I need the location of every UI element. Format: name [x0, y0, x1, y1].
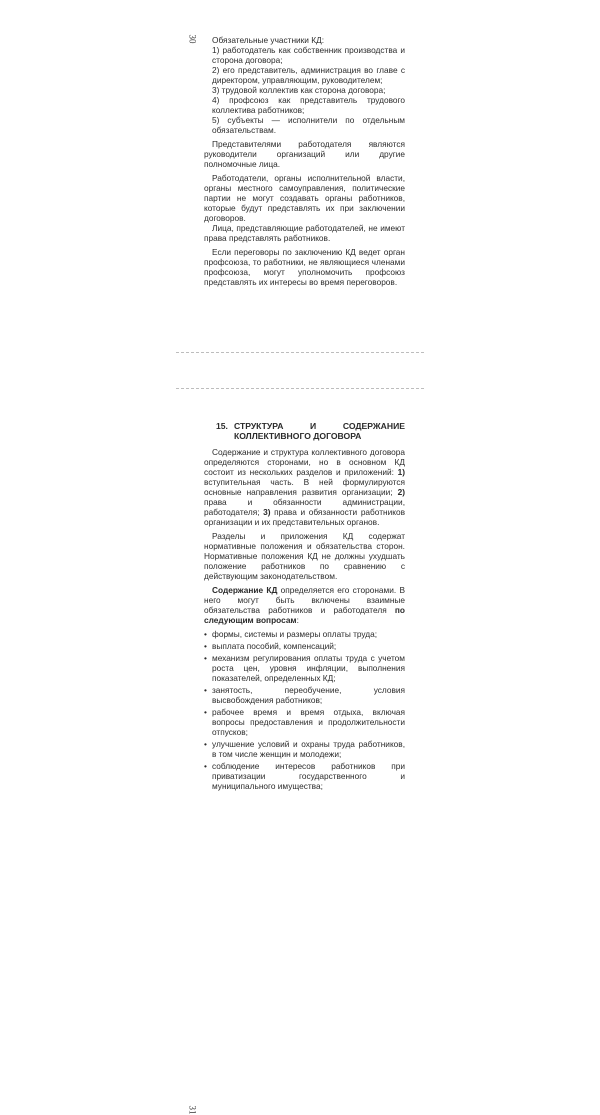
paragraph: Если переговоры по заключению КД ведет орган профсоюза, то работники, не являющиеся членами профсоюза, могут уполномочить профсоюз представлять их интересы во время переговоров.	[204, 247, 405, 287]
list-item: 2) его представитель, администрация во главе с директором, управляющим, руководителем;	[212, 65, 405, 85]
list-item: • механизм регулирования оплаты труда с учетом роста цен, уровня инфляции, выполнения показателей, определенных КД;	[204, 653, 405, 683]
section-number: 15.	[216, 421, 228, 431]
list-item: 1) работодатель как собственник производства и сторона договора;	[212, 45, 405, 65]
list-item: • формы, системы и размеры оплаты труда;	[204, 629, 405, 639]
section-title: СТРУКТУРА И СОДЕРЖАНИЕ КОЛЛЕКТИВНОГО ДОГОВОРА	[233, 421, 405, 441]
page-divider	[176, 352, 424, 353]
list-item: • выплата пособий, компенсаций;	[204, 641, 405, 651]
paragraph: Лица, представляющие работодателей, не имеют права представлять работников.	[204, 223, 405, 243]
list-item: • улучшение условий и охраны труда работников, в том числе женщин и молодежи;	[204, 739, 405, 759]
list-item: • занятость, переобучение, условия высвобождения работников;	[204, 685, 405, 705]
page-divider	[176, 388, 424, 389]
list-item: 4) профсоюз как представитель трудового коллектива работников;	[212, 95, 405, 115]
list-item: 5) субъекты — исполнители по отдельным обязательствам.	[212, 115, 405, 135]
page-number: 31	[187, 1105, 198, 1115]
paragraph: Содержание КД определяется его сторонами. В него могут быть включены взаимные обязательства работников и работодателя по следующим вопросам:	[204, 585, 405, 625]
paragraph: Представителями работодателя являются руководители организаций или другие полномочные лица.	[204, 139, 405, 169]
paragraph: Работодатели, органы исполнительной власти, органы местного самоуправления, политические партии не могут создавать органы работников, которые будут представлять их при заключении договоров.	[204, 173, 405, 223]
paragraph: Обязательные участники КД:	[212, 35, 325, 45]
text-column	[204, 421, 405, 793]
paragraph: Содержание и структура коллективного договора определяются сторонами, но в основном КД состоит из нескольких разделов и приложений: 1) вступительная часть. В ней формулируются основные направления развития организации; 2) права и обязанности администрации, работодателя; 3) права и обязанности работников организации и их представительных органов.	[204, 447, 405, 527]
list-item: 3) трудовой коллектив как сторона договора;	[212, 85, 386, 95]
page-number: 30	[187, 34, 198, 44]
section-heading	[216, 421, 405, 441]
bullet-list	[204, 629, 405, 791]
list-item: • соблюдение интересов работников при приватизации государственного и муниципального имущества;	[204, 761, 405, 791]
paragraph: Разделы и приложения КД содержат нормативные положения и обязательства сторон. Нормативные положения КД не должны ухудшать положение работников по сравнению с действующим законодательством.	[204, 531, 405, 581]
text-column	[204, 35, 405, 287]
list-item: • рабочее время и время отдыха, включая вопросы предоставления и продолжительности отпусков;	[204, 707, 405, 737]
page-top	[0, 0, 600, 345]
